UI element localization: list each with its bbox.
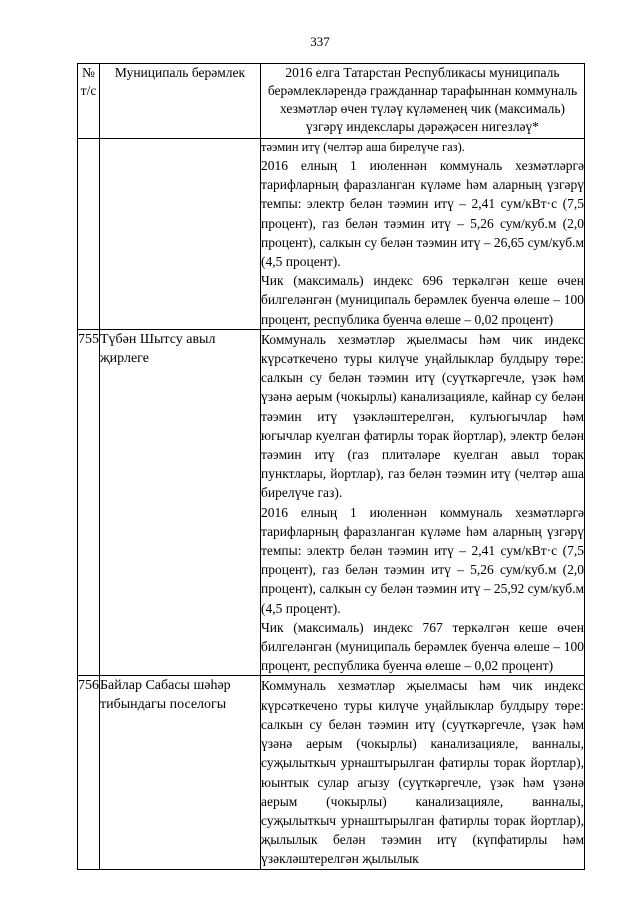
table-row — [78, 676, 585, 869]
tariff-index-table — [77, 63, 585, 870]
row-municipality — [100, 139, 261, 330]
row-number — [78, 139, 100, 330]
row-description — [261, 676, 585, 869]
table-row — [78, 139, 585, 330]
row-paragraph: Коммуналь хезмәтләр җыелмасы һәм чик индекс күрсәткечено туры килүче уңайлыклар булдыру төре: салкын су белән тәэмин итү (суүткәргечле, үзәк һәм үзәнә аерым (чокырлы) канализацияле, кайнар су белән тәэмин итү үзәкләштерелгән, кулъюгычлар һәм югычлар куелган фатирлы торак йортлар), электр белән тәэмин итү (газ плитәләре куелган авыл торак пунктлары, йортлар), газ белән тәэмин итү (челтәр аша бирелүче газ). — [261, 331, 584, 501]
row-paragraph: Чик (максималь) индекс 767 теркәлгән кеше өчен билгеләнгән (муниципаль берәмлек буенча өлеше – 100 процент, республика буенча өлеше – 0,02 процент) — [261, 619, 584, 674]
page-number: 337 — [310, 34, 330, 49]
row-description — [261, 329, 585, 676]
row-paragraph: Коммуналь хезмәтләр җыелмасы һәм чик индекс күрсәткечено туры килүче уңайлыклар булдыру төре: салкын су белән тәэмин итү (суүткәргечле, үзәк һәм үзәнә аерым (чокырлы) канализацияле, ванналы, суҗылыткыч урнаштырылган фатирлы торак йортлар), юынтык сулар агызу (суүткәргечле, үзәк һәм үзәнә аерым (чокырлы) канализацияле, ванналы, суҗылыткыч урнаштырылган фатирлы торак йортлар), җылылык белән тәэмин итү (күпфатирлы һәм үзәкләштерелгән җылылык — [261, 678, 584, 867]
row-municipality: Байлар Сабасы шәһәр тибындагы поселогы — [100, 676, 261, 869]
row-paragraph: 2016 елның 1 июленнән коммуналь хезмәтләргә тарифларның фаразланган күләме һәм аларның үзгәрү темпы: электр белән тәэмин итү – 2,41 сум/кВт·с (7,5 процент), газ белән тәэмин итү – 5,26 сум/куб.м (2,0 процент), салкын су белән тәэмин итү – 26,65 сум/куб.м (4,5 процент). — [261, 158, 584, 270]
table-header-row — [78, 64, 585, 139]
row-number: 755 — [78, 329, 100, 676]
row-paragraph: тәэмин итү (челтәр аша бирелүче газ). — [261, 140, 465, 154]
row-municipality: Түбән Шытсу авыл җирлеге — [100, 329, 261, 676]
header-description: 2016 елга Татарстан Республикасы муниципаль берәмлекләрендә гражданнар тарафыннан коммуналь хезмәтләр өчен түләү күләменең чик (максималь) үзгәрү индекслары дәрәҗәсен нигезләү* — [261, 64, 585, 139]
header-number: № т/с — [78, 64, 100, 139]
row-description — [261, 139, 585, 330]
row-number: 756 — [78, 676, 100, 869]
header-municipality: Муниципаль берәмлек — [100, 64, 261, 139]
table-row — [78, 329, 585, 676]
row-paragraph: Чик (максималь) индекс 696 теркәлгән кеше өчен билгеләнгән (муниципаль берәмлек буенча өлеше – 100 процент, республика буенча өлеше – 0,02 процент) — [261, 273, 584, 327]
row-paragraph: 2016 елның 1 июленнән коммуналь хезмәтләргә тарифларның фаразланган күләме һәм аларның үзгәрү темпы: электр белән тәэмин итү – 2,41 сум/кВт·с (7,5 процент), газ белән тәэмин итү – 5,26 сум/куб.м (2,0 процент), салкын су белән тәэмин итү – 25,92 сум/куб.м (4,5 процент). — [261, 504, 584, 616]
